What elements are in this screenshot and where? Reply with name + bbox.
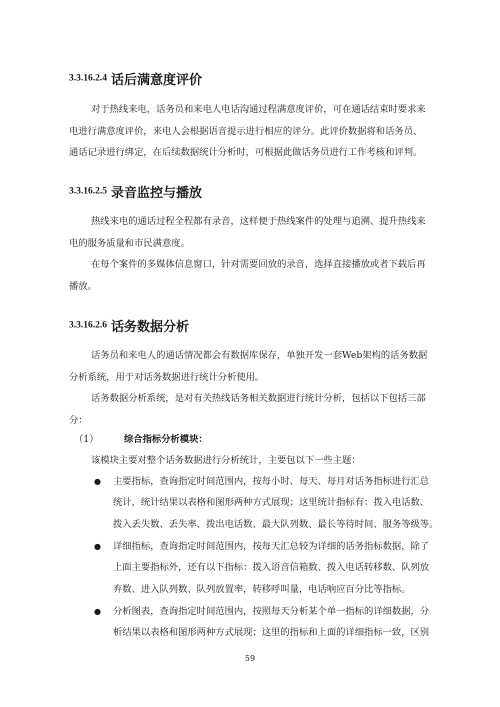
bullet-icon: ● [94,542,101,551]
paragraph-line: 话务员和来电人的通话情况都会有数据库保存，单独开发一套Web架构的话务数据 [91,350,428,361]
heading-satisfaction [69,68,202,88]
bullet-line: 弃数、进入队列数、队列放置率，转移呼叫量，电话响应百分比等指标。 [113,584,411,595]
bullet-line: 析结果以表格和图形两种方式展现；这里的指标和上面的详细指标一致，区别 [113,627,430,638]
paragraph-line: 热线来电的通话过程全程都有录音，这样便于热线案件的处理与追溯、提升热线来 [91,216,426,227]
list-item-number: （1） [74,434,99,445]
paragraph-line: 电的服务质量和市民满意度。 [69,238,190,249]
bullet-line: 详细指标，查询指定时间范围内，按每天汇总较为详细的话务指标数据，除了 [113,541,430,552]
heading-recording [69,181,202,201]
bullet-line: 拨入丢失数、丢失率、拨出电话数、最大队列数、最长等待时间、服务等级等。 [113,519,439,530]
paragraph-line: 分析系统，用于对话务数据进行统计分析使用。 [69,372,265,383]
bullet-icon: ● [94,607,101,616]
bullet-icon: ● [94,477,101,486]
page-number: 59 [244,654,256,663]
paragraph-line: 在每个案件的多媒体信息窗口，针对需要回放的录音，选择直接播放或者下载后再 [91,259,426,270]
heading-title: 话务数据分析 [111,320,190,335]
paragraph-line: 分： [69,415,88,426]
paragraph-line: 话务数据分析系统，是对有关热线话务相关数据进行统计分析，包括以下包括三部 [91,393,426,404]
bullet-line: 主要指标，查询指定时间范围内，按每小时、每天、每月对话务指标进行汇总 [113,476,430,487]
heading-number: 3.3.16.2.4 [69,73,107,84]
paragraph-line: 电进行满意度评价，来电人会根据语音提示进行相应的评分。此评价数据将和话务员、 [69,126,423,137]
bullet-line: 分析图表，查询指定时间范围内，按照每天分析某个单一指标的详细数据，分 [113,606,430,617]
paragraph-line: 对于热线来电，话务员和来电人电话沟通过程满意度评价，可在通话结束时要求来 [91,104,426,115]
bullet-line: 上面主要指标外，还有以下指标：拨入语音信箱数、拨入电话转移数、队列放 [113,562,430,573]
bullet-line: 统计，统计结果以表格和图形两种方式展现；这里统计指标有：拨入电话数、 [113,497,430,508]
heading-number: 3.3.16.2.6 [69,320,107,331]
heading-traffic-analysis [69,315,189,335]
paragraph-line: 播放。 [69,281,97,292]
heading-number: 3.3.16.2.5 [69,186,107,197]
heading-title: 话后满意度评价 [111,73,203,88]
paragraph-line: 通话记录进行绑定，在后续数据统计分析时，可根据此做话务员进行工作考核和评判。 [69,147,423,158]
list-item-title: 综合指标分析模块： [124,434,208,445]
paragraph-line: 该模块主要对整个话务数据进行分析统计，主要包以下一些主题： [91,455,361,466]
heading-title: 录音监控与播放 [111,186,203,201]
